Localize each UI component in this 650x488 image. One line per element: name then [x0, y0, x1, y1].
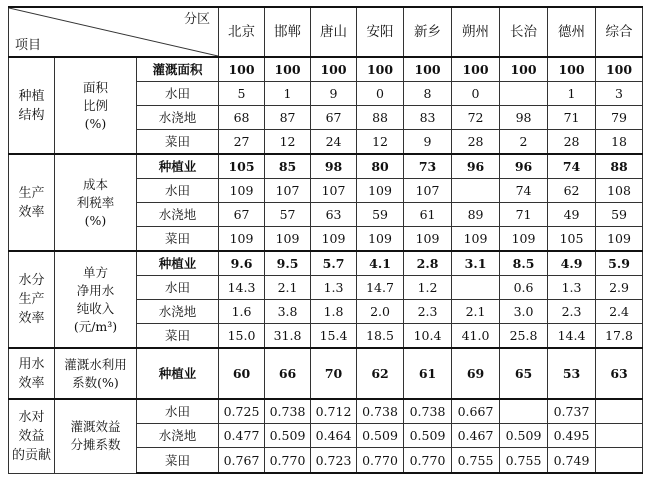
- category-cell: 水浇地: [137, 106, 219, 130]
- value-cell: 9.5: [265, 251, 311, 276]
- value-cell: 68: [219, 106, 265, 130]
- value-cell: 109: [357, 179, 404, 203]
- value-cell: 1.8: [311, 300, 357, 324]
- metric-label-line: (元/m³): [73, 318, 118, 334]
- group-label-line: 种植: [18, 88, 45, 104]
- category-cell: 水田: [137, 82, 219, 106]
- value-cell: 83: [404, 106, 452, 130]
- value-cell: 108: [596, 179, 643, 203]
- metric-label-cell: [55, 399, 137, 473]
- value-cell: 0.755: [500, 448, 548, 474]
- value-cell: 109: [265, 227, 311, 252]
- metric-label-line: 净用水: [76, 282, 115, 298]
- value-cell: 12: [357, 130, 404, 155]
- value-cell: 105: [548, 227, 596, 252]
- group-label-line: 生产: [18, 292, 45, 307]
- value-cell: 24: [311, 130, 357, 155]
- value-cell: 2.8: [404, 251, 452, 276]
- value-cell: 72: [452, 106, 500, 130]
- region-header: 综合: [596, 7, 643, 57]
- value-cell: 28: [548, 130, 596, 155]
- value-cell: 0: [357, 82, 404, 106]
- value-cell: 0.738: [357, 399, 404, 424]
- value-cell: 88: [596, 154, 643, 179]
- group-label-line: 效率: [18, 204, 45, 220]
- value-cell: 53: [548, 348, 596, 399]
- region-header: 安阳: [357, 7, 404, 57]
- value-cell: 109: [219, 179, 265, 203]
- value-cell: 1: [265, 82, 311, 106]
- value-cell: 100: [596, 57, 643, 82]
- value-cell: 109: [219, 227, 265, 252]
- metric-label-line: 面积: [82, 79, 108, 95]
- value-cell: 0.737: [548, 399, 596, 424]
- value-cell: 61: [404, 348, 452, 399]
- value-cell: 100: [548, 57, 596, 82]
- metric-label-line: 成本: [82, 176, 108, 192]
- category-cell: 种植业: [137, 348, 219, 399]
- value-cell: 1.3: [311, 276, 357, 300]
- value-cell: 0.464: [311, 424, 357, 448]
- value-cell: 107: [311, 179, 357, 203]
- region-header: 唐山: [311, 7, 357, 57]
- value-cell: 0.6: [500, 276, 548, 300]
- value-cell: 2.3: [548, 300, 596, 324]
- value-cell: 4.1: [357, 251, 404, 276]
- value-cell: 49: [548, 203, 596, 227]
- value-cell: [596, 399, 643, 424]
- value-cell: 5.9: [596, 251, 643, 276]
- value-cell: [452, 179, 500, 203]
- value-cell: 71: [548, 106, 596, 130]
- region-header: 德州: [548, 7, 596, 57]
- value-cell: 9.6: [219, 251, 265, 276]
- category-cell: 水田: [137, 399, 219, 424]
- category-cell: 菜田: [137, 448, 219, 474]
- value-cell: 0.712: [311, 399, 357, 424]
- corner-region-label: 分区: [184, 12, 211, 27]
- value-cell: 88: [357, 106, 404, 130]
- value-cell: 3.1: [452, 251, 500, 276]
- category-cell: 水田: [137, 276, 219, 300]
- group-label-line: 效率: [18, 375, 45, 391]
- metric-label-cell: [55, 251, 137, 348]
- value-cell: [596, 448, 643, 474]
- value-cell: 1: [548, 82, 596, 106]
- value-cell: 0.477: [219, 424, 265, 448]
- value-cell: 14.7: [357, 276, 404, 300]
- value-cell: 59: [596, 203, 643, 227]
- group-label-line: 水分: [18, 273, 45, 288]
- value-cell: 4.9: [548, 251, 596, 276]
- metric-label-line: 单方: [82, 264, 108, 280]
- value-cell: 1.3: [548, 276, 596, 300]
- value-cell: 0.509: [404, 424, 452, 448]
- corner-item-label: 项目: [15, 38, 42, 53]
- group-label-line: 用水: [18, 356, 45, 372]
- metric-label-line: (%): [84, 212, 107, 228]
- value-cell: 8: [404, 82, 452, 106]
- value-cell: 63: [596, 348, 643, 399]
- region-header: 朔州: [452, 7, 500, 57]
- value-cell: 18.5: [357, 324, 404, 349]
- group-label-line: 生产: [18, 185, 45, 201]
- value-cell: [452, 276, 500, 300]
- value-cell: 2.1: [452, 300, 500, 324]
- value-cell: 63: [311, 203, 357, 227]
- value-cell: 96: [452, 154, 500, 179]
- value-cell: 2.4: [596, 300, 643, 324]
- value-cell: 100: [311, 57, 357, 82]
- value-cell: 79: [596, 106, 643, 130]
- value-cell: 0: [452, 82, 500, 106]
- value-cell: 98: [500, 106, 548, 130]
- metric-label-line: 分摊系数: [70, 437, 121, 453]
- category-cell: 菜田: [137, 324, 219, 349]
- value-cell: 100: [404, 57, 452, 82]
- value-cell: 41.0: [452, 324, 500, 349]
- value-cell: 14.4: [548, 324, 596, 349]
- value-cell: 85: [265, 154, 311, 179]
- value-cell: 109: [311, 227, 357, 252]
- category-cell: 水浇地: [137, 424, 219, 448]
- value-cell: 100: [452, 57, 500, 82]
- value-cell: 66: [265, 348, 311, 399]
- value-cell: [596, 424, 643, 448]
- value-cell: 109: [404, 227, 452, 252]
- value-cell: 2.3: [404, 300, 452, 324]
- value-cell: 69: [452, 348, 500, 399]
- category-cell: 灌溉面积: [137, 57, 219, 82]
- value-cell: 0.723: [311, 448, 357, 474]
- metric-label-line: 系数(%): [72, 374, 119, 390]
- value-cell: 87: [265, 106, 311, 130]
- value-cell: 0.667: [452, 399, 500, 424]
- value-cell: 0.725: [219, 399, 265, 424]
- value-cell: 70: [311, 348, 357, 399]
- value-cell: 1.6: [219, 300, 265, 324]
- category-cell: 菜田: [137, 227, 219, 252]
- value-cell: 0.767: [219, 448, 265, 474]
- value-cell: 65: [500, 348, 548, 399]
- value-cell: 73: [404, 154, 452, 179]
- metric-label-line: 纯收入: [76, 300, 115, 316]
- value-cell: 9: [404, 130, 452, 155]
- category-cell: 水田: [137, 179, 219, 203]
- value-cell: 100: [219, 57, 265, 82]
- table-row: [9, 57, 643, 82]
- value-cell: 96: [500, 154, 548, 179]
- value-cell: 3.8: [265, 300, 311, 324]
- metric-label-cell: [55, 154, 137, 251]
- value-cell: 1.2: [404, 276, 452, 300]
- header-row: [9, 7, 643, 57]
- table-row: [9, 251, 643, 276]
- metric-label-line: 灌溉效益: [70, 419, 121, 435]
- value-cell: 5: [219, 82, 265, 106]
- value-cell: 62: [357, 348, 404, 399]
- value-cell: 9: [311, 82, 357, 106]
- value-cell: 10.4: [404, 324, 452, 349]
- value-cell: 0.770: [265, 448, 311, 474]
- value-cell: 12: [265, 130, 311, 155]
- group-label-line: 效益: [18, 428, 45, 444]
- value-cell: 2.9: [596, 276, 643, 300]
- group-label-line: 水对: [18, 409, 45, 425]
- region-header: 新乡: [404, 7, 452, 57]
- value-cell: 2.1: [265, 276, 311, 300]
- region-header: 长治: [500, 7, 548, 57]
- value-cell: 59: [357, 203, 404, 227]
- value-cell: 31.8: [265, 324, 311, 349]
- value-cell: 60: [219, 348, 265, 399]
- table-row: [9, 348, 643, 399]
- corner-header-cell: [9, 7, 219, 57]
- value-cell: 105: [219, 154, 265, 179]
- group-label-cell: [9, 348, 55, 399]
- value-cell: 107: [404, 179, 452, 203]
- category-cell: 菜田: [137, 130, 219, 155]
- value-cell: 100: [357, 57, 404, 82]
- value-cell: 0.770: [357, 448, 404, 474]
- metric-label-cell: [55, 57, 137, 154]
- group-label-line: 的贡献: [11, 447, 51, 463]
- group-label-cell: [9, 154, 55, 251]
- irrigation-efficiency-table: [8, 6, 643, 474]
- region-header: 邯郸: [265, 7, 311, 57]
- value-cell: 25.8: [500, 324, 548, 349]
- value-cell: 89: [452, 203, 500, 227]
- value-cell: 0.749: [548, 448, 596, 474]
- value-cell: 107: [265, 179, 311, 203]
- value-cell: [500, 399, 548, 424]
- value-cell: 109: [452, 227, 500, 252]
- value-cell: 2.0: [357, 300, 404, 324]
- value-cell: 67: [311, 106, 357, 130]
- value-cell: 74: [548, 154, 596, 179]
- category-cell: 水浇地: [137, 300, 219, 324]
- value-cell: 0.770: [404, 448, 452, 474]
- category-cell: 水浇地: [137, 203, 219, 227]
- value-cell: 109: [357, 227, 404, 252]
- value-cell: 57: [265, 203, 311, 227]
- value-cell: 0.509: [357, 424, 404, 448]
- value-cell: 61: [404, 203, 452, 227]
- value-cell: 0.755: [452, 448, 500, 474]
- value-cell: 71: [500, 203, 548, 227]
- value-cell: 100: [500, 57, 548, 82]
- value-cell: 0.509: [265, 424, 311, 448]
- value-cell: 15.0: [219, 324, 265, 349]
- value-cell: 109: [500, 227, 548, 252]
- value-cell: 98: [311, 154, 357, 179]
- value-cell: 3: [596, 82, 643, 106]
- value-cell: 28: [452, 130, 500, 155]
- group-label-line: 效率: [18, 311, 45, 326]
- group-label-cell: [9, 399, 55, 473]
- value-cell: 15.4: [311, 324, 357, 349]
- metric-label-line: 利税率: [76, 194, 115, 210]
- value-cell: 109: [596, 227, 643, 252]
- value-cell: 0.495: [548, 424, 596, 448]
- value-cell: 5.7: [311, 251, 357, 276]
- table-row: [9, 399, 643, 424]
- value-cell: 0.467: [452, 424, 500, 448]
- value-cell: 2: [500, 130, 548, 155]
- value-cell: 27: [219, 130, 265, 155]
- metric-label-cell: [55, 348, 137, 399]
- value-cell: 74: [500, 179, 548, 203]
- value-cell: 67: [219, 203, 265, 227]
- value-cell: 100: [265, 57, 311, 82]
- value-cell: 80: [357, 154, 404, 179]
- value-cell: [500, 82, 548, 106]
- metric-label-line: 灌溉水利用: [64, 356, 127, 372]
- value-cell: 17.8: [596, 324, 643, 349]
- value-cell: 0.738: [404, 399, 452, 424]
- group-label-cell: [9, 251, 55, 348]
- value-cell: 8.5: [500, 251, 548, 276]
- region-header: 北京: [219, 7, 265, 57]
- metric-label-line: (%): [84, 115, 107, 131]
- value-cell: 18: [596, 130, 643, 155]
- group-label-cell: [9, 57, 55, 154]
- table-row: [9, 154, 643, 179]
- value-cell: 14.3: [219, 276, 265, 300]
- value-cell: 62: [548, 179, 596, 203]
- value-cell: 3.0: [500, 300, 548, 324]
- metric-label-line: 比例: [82, 97, 108, 113]
- value-cell: 0.738: [265, 399, 311, 424]
- group-label-line: 结构: [18, 107, 45, 123]
- category-cell: 种植业: [137, 154, 219, 179]
- value-cell: 0.509: [500, 424, 548, 448]
- category-cell: 种植业: [137, 251, 219, 276]
